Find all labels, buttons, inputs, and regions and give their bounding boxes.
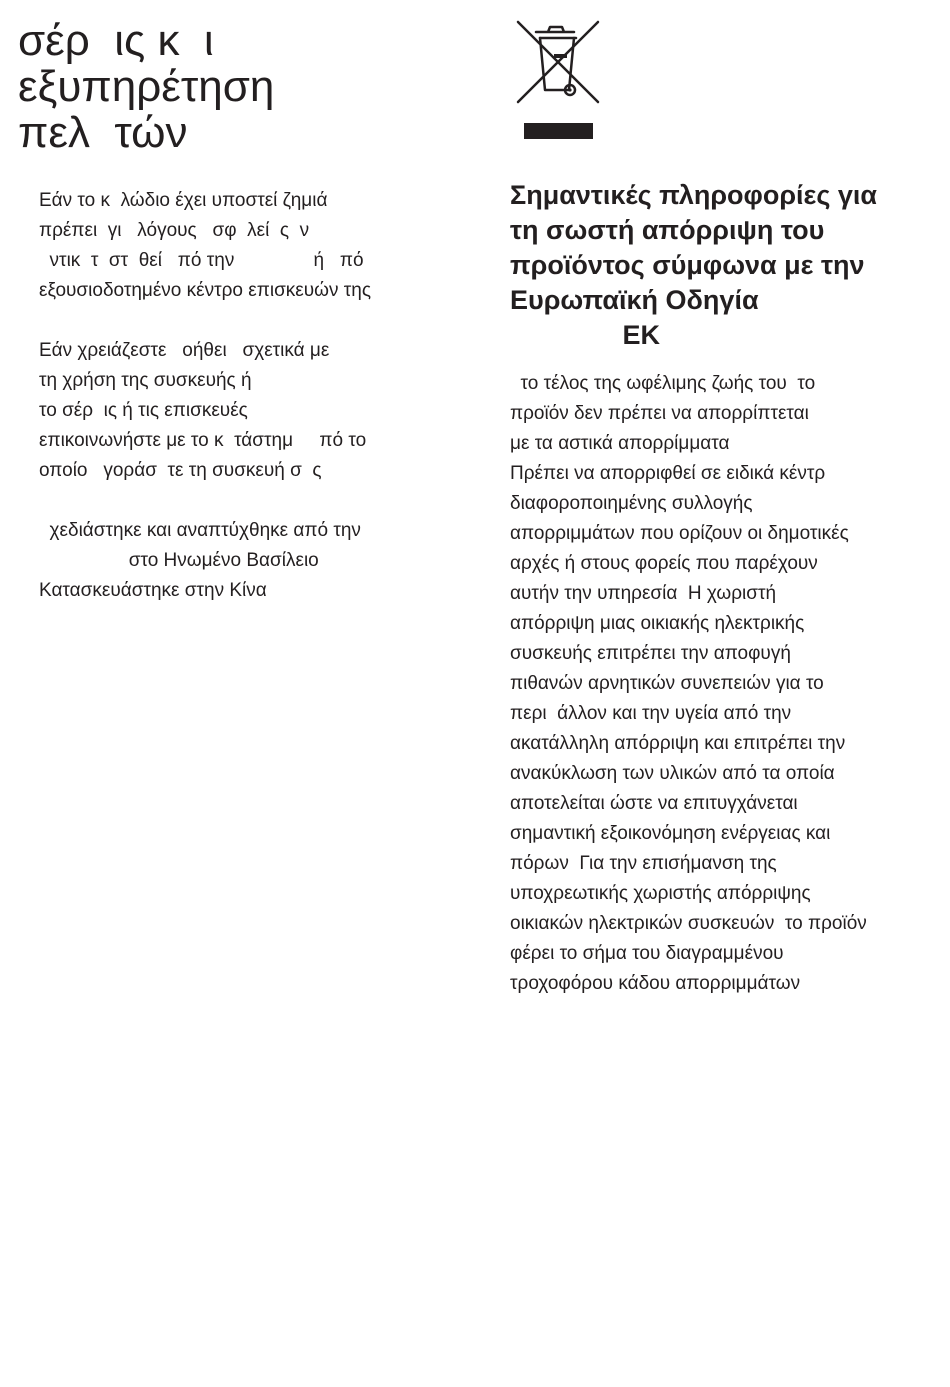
- text-line: οποίο γοράσ τε τη συσκευή σ ς: [39, 460, 322, 481]
- heading-line: Σημαντικές πληροφορίες για: [510, 180, 878, 210]
- text-line: τροχοφόρου κάδου απορριμμάτων: [510, 973, 801, 994]
- text-line: οικιακών ηλεκτρικών συσκευών το προϊόν: [510, 913, 867, 934]
- title-line: πελ τών: [18, 108, 188, 157]
- text-line: πιθανών αρνητικών συνεπειών για το: [510, 673, 824, 694]
- text-line: πρέπει γι λόγους σφ λεί ς ν: [39, 220, 310, 241]
- text-line: προϊόν δεν πρέπει να απορρίπτεται: [510, 403, 809, 424]
- text-line: τη χρήση της συσκευής ή: [39, 370, 252, 391]
- heading-line: Ευρωπαϊκή Οδηγία: [510, 285, 759, 315]
- text-line: Εάν χρειάζεστε οήθει σχετικά με: [39, 340, 330, 361]
- text-line: αποτελείται ώστε να επιτυγχάνεται: [510, 793, 798, 814]
- left-column: [18, 18, 458, 606]
- text-line: με τα αστικά απορρίμματα: [510, 433, 730, 454]
- text-line: απόρριψη μιας οικιακής ηλεκτρικής: [510, 613, 805, 634]
- text-line: ανακύκλωση των υλικών από τα οποία: [510, 763, 835, 784]
- weee-disposal-paragraph: [510, 369, 940, 999]
- text-line: το τέλος της ωφέλιμης ζωής του το: [510, 373, 816, 394]
- text-line: ντικ τ στ θεί πό την ή πό: [39, 250, 364, 271]
- heading-line: προϊόντος σύμφωνα με την: [510, 250, 865, 280]
- support-paragraph: [39, 336, 458, 486]
- title-line: εξυπηρέτηση: [18, 62, 275, 111]
- text-line: αυτήν την υπηρεσία Η χωριστή: [510, 583, 777, 604]
- crossed-out-wheelie-bin-icon: [512, 18, 602, 140]
- text-line: Κατασκευάστηκε στην Κίνα: [39, 580, 267, 601]
- text-line: φέρει το σήμα του διαγραμμένου: [510, 943, 784, 964]
- text-line: εξουσιοδοτημένο κέντρο επισκευών της: [39, 280, 372, 301]
- text-line: στο Ηνωμένο Βασίλειο: [39, 550, 319, 571]
- origin-paragraph: [39, 516, 458, 606]
- text-line: πόρων Για την επισήμανση της: [510, 853, 777, 874]
- left-body: [39, 186, 458, 606]
- text-line: χεδιάστηκε και αναπτύχθηκε από την: [39, 520, 361, 541]
- heading-line: τη σωστή απόρριψη του: [510, 215, 825, 245]
- text-line: διαφοροποιημένης συλλογής: [510, 493, 753, 514]
- text-line: σημαντική εξοικονόμηση ενέργειας και: [510, 823, 831, 844]
- text-line: απορριμμάτων που ορίζουν οι δημοτικές: [510, 523, 849, 544]
- text-line: Πρέπει να απορριφθεί σε ειδικά κέντρ: [510, 463, 826, 484]
- heading-line: ΕΚ: [510, 320, 661, 350]
- text-line: επικοινωνήστε με το κ τάστημ πό το: [39, 430, 367, 451]
- page-title: [18, 18, 458, 156]
- weee-heading: [510, 178, 940, 353]
- title-line: σέρ ις κ ι: [18, 16, 214, 65]
- text-line: συσκευής επιτρέπει την αποφυγή: [510, 643, 791, 664]
- text-line: ακατάλληλη απόρριψη και επιτρέπει την: [510, 733, 846, 754]
- text-line: υποχρεωτικής χωριστής απόρριψης: [510, 883, 811, 904]
- text-line: αρχές ή στους φορείς που παρέχουν: [510, 553, 818, 574]
- text-line: Εάν το κ λώδιο έχει υποστεί ζημιά: [39, 190, 328, 211]
- cable-damage-paragraph: [39, 186, 458, 306]
- text-line: το σέρ ις ή τις επισκευές: [39, 400, 248, 421]
- right-column: [510, 18, 940, 999]
- text-line: περι άλλον και την υγεία από την: [510, 703, 792, 724]
